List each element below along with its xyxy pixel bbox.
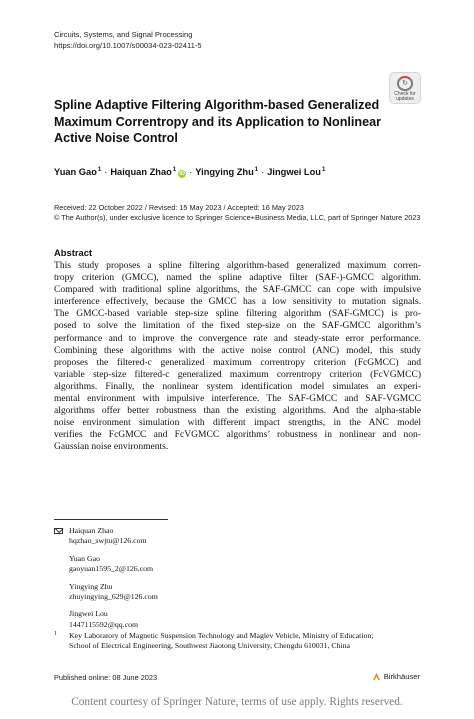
author-list [54, 164, 325, 178]
contact-name: Yuan Gao [69, 553, 100, 563]
abstract-line: algorithms. Finally, the nonlinear system identification model simulates an experi- [54, 380, 421, 392]
article-dates [54, 203, 420, 223]
abstract-heading: Abstract [54, 247, 93, 258]
abstract-line: Combining these algorithms with the active noise control (ANC) model, this study [54, 344, 421, 356]
author-name: Haiquan Zhao [110, 167, 172, 177]
author-affil-sup: 1 [172, 167, 177, 173]
author-separator: · [104, 167, 108, 177]
abstract-line: This study proposes a spline filtering algorithm-based generalized maximum corren- [54, 260, 421, 271]
contact-entry [54, 526, 158, 547]
abstract-line: verifies the FcGMCC and FcVGMCC algorithms’ robustness in nonlinear and non- [54, 429, 421, 441]
doi-link[interactable]: https://doi.org/10.1007/s00034-023-02411-5 [54, 40, 202, 50]
badge-label: Check for updates [394, 90, 416, 103]
article-title: Spline Adaptive Filtering Algorithm-based Generalized Maximum Correntropy and its Application to Nonlinear Active Noise Control [54, 98, 382, 145]
abstract-line: algorithms offer better robustness than the existing algorithms. And the alpha-stable [54, 405, 421, 417]
journal-name: Circuits, Systems, and Signal Processing [54, 30, 193, 39]
author-separator: · [189, 167, 193, 177]
affiliation-footnote [54, 631, 421, 652]
contact-email[interactable]: zhuyingying_629@126.com [69, 592, 158, 602]
copyright-notice: © The Author(s), under exclusive licence to Springer Science+Business Media, LLC, part of Springer Nature 2023 [54, 213, 421, 223]
contact-entry [54, 554, 158, 575]
abstract-line: Gaussian noise environments. [54, 441, 169, 453]
abstract-line: performance and to improve the convergence rate and steady-state error performance. [54, 332, 421, 344]
author-name: Jingwei Lou [267, 167, 321, 177]
author-name: Yuan Gao [54, 167, 97, 177]
abstract-line: mental environment with impulsive interference. The SAF-GMCC and SAF-VGMCC [54, 393, 421, 405]
envelope-icon [54, 528, 63, 534]
abstract-text [54, 260, 421, 454]
contact-name: Jingwei Lou [69, 609, 108, 619]
contact-email[interactable]: 1447115592@qq.com [69, 619, 139, 629]
publisher-mark [372, 672, 420, 681]
abstract-line: noise environment simulation with different impact strengths, in the ANC model [54, 417, 421, 429]
journal-header [54, 30, 202, 51]
affiliation-text [54, 631, 421, 652]
contact-email[interactable]: hqzhao_swjtu@126.com [69, 536, 147, 546]
author-affil-sup: 1 [97, 167, 102, 173]
date-history: Received: 22 October 2022 / Revised: 15 May 2023 / Accepted: 16 May 2023 [54, 203, 304, 212]
contact-name: Yingying Zhu [69, 581, 113, 591]
publisher-name: Birkhäuser [383, 672, 420, 681]
check-for-updates-badge[interactable] [389, 72, 421, 104]
abstract-line: proposes the filtered-c generalized maximum correntropy criterion (FcGMCC) and [54, 356, 421, 368]
contact-email[interactable]: gaoyuan1595_2@126.com [69, 564, 154, 574]
author-affil-sup: 1 [321, 167, 326, 173]
refresh-icon: ↻ [397, 76, 413, 91]
abstract-line: Compared with traditional spline algorithms, the SAF-GMCC can cope with impulsive [54, 284, 421, 296]
abstract-line: variable step-size filtered-c generalized maximum correntropy criterion (FcVGMCC) [54, 368, 421, 380]
author-name: Yingying Zhu [195, 167, 254, 177]
abstract-line: posed to solve the limitation of the fixed step-size on the SAF-GMCC algorithm’s [54, 320, 421, 332]
abstract-line: tropy criterion (GMCC), named the spline adaptive filter (SAF-)-GMCC algorithm. [54, 272, 421, 284]
abstract-line: The GMCC-based variable step-size spline filtering algorithm (SAF-GMCC) is pro- [54, 308, 421, 320]
affiliation-line: Key Laboratory of Magnetic Suspension Technology and Maglev Vehicle, Ministry of Education; [69, 631, 374, 640]
abstract-line: interference effectively, because the GMCC has a low sensitivity to mutation signals. [54, 296, 421, 308]
footnote-divider [54, 519, 168, 520]
courtesy-notice: Content courtesy of Springer Nature, terms of use apply. Rights reserved. [71, 696, 403, 708]
affiliation-line: School of Electrical Engineering, Southwest Jiaotong University, Chengdu 610031, China [69, 641, 351, 651]
author-affil-sup: 1 [254, 167, 259, 173]
contact-entry [54, 582, 158, 603]
orcid-icon[interactable]: iD [179, 171, 185, 177]
birkhauser-logo-icon [372, 672, 381, 681]
contact-entry [54, 609, 158, 630]
published-date: Published online: 08 June 2023 [54, 673, 158, 682]
contact-list [54, 526, 158, 637]
contact-name: Haiquan Zhao [69, 526, 114, 535]
affiliation-number: 1 [54, 631, 57, 637]
author-separator: · [261, 167, 265, 177]
